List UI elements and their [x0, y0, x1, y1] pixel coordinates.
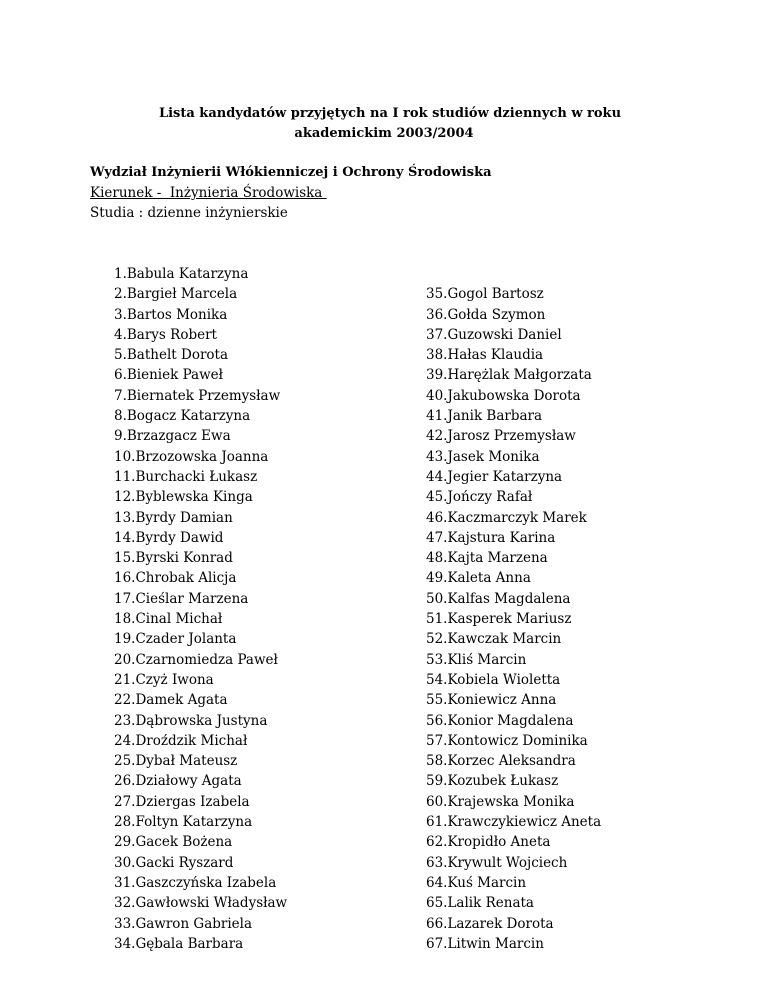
- candidate-list-item: 9.Brzazgacz Ewa: [114, 428, 231, 445]
- candidate-list-item: 17.Cieślar Marzena: [114, 590, 249, 607]
- candidate-list-item: 61.Krawczykiewicz Aneta: [426, 814, 602, 831]
- candidate-list-right: [426, 284, 601, 954]
- candidate-list-item: 24.Droździk Michał: [114, 732, 248, 749]
- candidate-list-item: 28.Foltyn Katarzyna: [114, 814, 253, 831]
- candidate-list-item: 43.Jasek Monika: [426, 448, 540, 465]
- candidate-list-item: 14.Byrdy Dawid: [114, 529, 224, 546]
- candidate-list-item: 1.Babula Katarzyna: [114, 266, 249, 282]
- candidate-list-item: 8.Bogacz Katarzyna: [114, 408, 251, 425]
- candidate-list-item: 23.Dąbrowska Justyna: [114, 712, 268, 729]
- candidate-list-item: 32.Gawłowski Władysław: [114, 895, 288, 912]
- title-line-1: Lista kandydatów przyjętych na I rok studiów dziennych w roku: [158, 106, 622, 121]
- candidate-list-item: 60.Krajewska Monika: [426, 793, 575, 810]
- study-mode-label: Studia : dzienne inżynierskie: [90, 205, 288, 221]
- candidate-list-item: 34.Gębala Barbara: [114, 935, 244, 952]
- candidate-list-item: 42.Jarosz Przemysław: [426, 428, 576, 445]
- candidate-list-item: 15.Byrski Konrad: [114, 550, 233, 567]
- candidate-list-item: 27.Dziergas Izabela: [114, 793, 250, 810]
- candidate-list-item: 67.Litwin Marcin: [426, 935, 544, 952]
- candidate-list-item: 20.Czarnomiedza Paweł: [114, 651, 278, 668]
- candidate-list-item: 16.Chrobak Alicja: [114, 570, 237, 587]
- candidate-list-item: 48.Kajta Marzena: [426, 550, 548, 567]
- candidate-list-item: 57.Kontowicz Dominika: [426, 732, 588, 749]
- candidate-list-item: 44.Jegier Katarzyna: [426, 468, 563, 485]
- candidate-list-item: 66.Lazarek Dorota: [426, 915, 554, 932]
- candidate-list-item: 2.Bargieł Marcela: [114, 286, 238, 303]
- candidate-list-item: 46.Kaczmarczyk Marek: [426, 509, 587, 526]
- candidate-list-item: 58.Korzec Aleksandra: [426, 753, 576, 770]
- candidate-list-item: 19.Czader Jolanta: [114, 631, 237, 648]
- candidate-list-item: 45.Jończy Rafał: [426, 489, 533, 506]
- faculty-heading: Wydział Inżynierii Włókienniczej i Ochrony Środowiska: [90, 165, 492, 180]
- direction-label: Kierunek - Inżynieria Środowiska: [90, 185, 327, 201]
- candidate-list-item: 29.Gacek Bożena: [114, 834, 233, 851]
- candidate-list-item: 30.Gacki Ryszard: [114, 854, 234, 871]
- candidate-list-item: 13.Byrdy Damian: [114, 509, 233, 526]
- candidate-list-item: 3.Bartos Monika: [114, 306, 228, 323]
- candidate-list-item: 54.Kobiela Wioletta: [426, 671, 561, 688]
- candidate-list-item: 39.Harężlak Małgorzata: [426, 367, 592, 384]
- candidate-list-item: 59.Kozubek Łukasz: [426, 773, 559, 790]
- candidate-list-item: 36.Gołda Szymon: [426, 306, 546, 323]
- candidate-list-item: 6.Bieniek Paweł: [114, 367, 224, 384]
- candidate-list-item: 38.Hałas Klaudia: [426, 347, 544, 364]
- candidate-list-item: 49.Kaleta Anna: [426, 570, 531, 587]
- candidate-list-item: 64.Kuś Marcin: [426, 874, 527, 891]
- candidate-list-item: 62.Kropidło Aneta: [426, 834, 551, 851]
- candidate-list-item: 35.Gogol Bartosz: [426, 286, 544, 303]
- candidate-list-item: 7.Biernatek Przemysław: [114, 387, 281, 404]
- candidate-list-item: 26.Działowy Agata: [114, 773, 242, 790]
- page-title: [0, 104, 768, 144]
- candidate-list-item: 55.Koniewicz Anna: [426, 692, 557, 709]
- candidate-list-left: [114, 264, 287, 954]
- candidate-list-item: 53.Kliś Marcin: [426, 651, 527, 668]
- candidate-list-item: 5.Bathelt Dorota: [114, 347, 228, 364]
- title-line-2: akademickim 2003/2004: [294, 126, 474, 141]
- candidate-list-item: 12.Byblewska Kinga: [114, 489, 253, 506]
- candidate-list-item: 50.Kalfas Magdalena: [426, 590, 571, 607]
- candidate-list-item: 4.Barys Robert: [114, 326, 217, 343]
- candidate-list-item: 52.Kawczak Marcin: [426, 631, 562, 648]
- candidate-list-item: 41.Janik Barbara: [426, 408, 543, 425]
- candidate-list-item: 63.Krywult Wojciech: [426, 854, 568, 871]
- candidate-list-item: 37.Guzowski Daniel: [426, 326, 562, 343]
- candidate-list-item: 31.Gaszczyńska Izabela: [114, 874, 277, 891]
- candidate-list-item: 18.Cinal Michał: [114, 611, 223, 628]
- candidate-list-item: 22.Damek Agata: [114, 692, 228, 709]
- candidate-list-item: 11.Burchacki Łukasz: [114, 468, 258, 485]
- candidate-list-item: 51.Kasperek Mariusz: [426, 611, 572, 628]
- candidate-list-item: 21.Czyż Iwona: [114, 671, 214, 688]
- candidate-list-item: 65.Lalik Renata: [426, 895, 534, 912]
- candidate-list-item: 40.Jakubowska Dorota: [426, 387, 581, 404]
- candidate-list-item: 33.Gawron Gabriela: [114, 915, 253, 932]
- candidate-list-item: 10.Brzozowska Joanna: [114, 448, 269, 465]
- candidate-list-item: 25.Dybał Mateusz: [114, 753, 238, 770]
- candidate-list-item: 56.Konior Magdalena: [426, 712, 574, 729]
- candidate-list-item: 47.Kajstura Karina: [426, 529, 556, 546]
